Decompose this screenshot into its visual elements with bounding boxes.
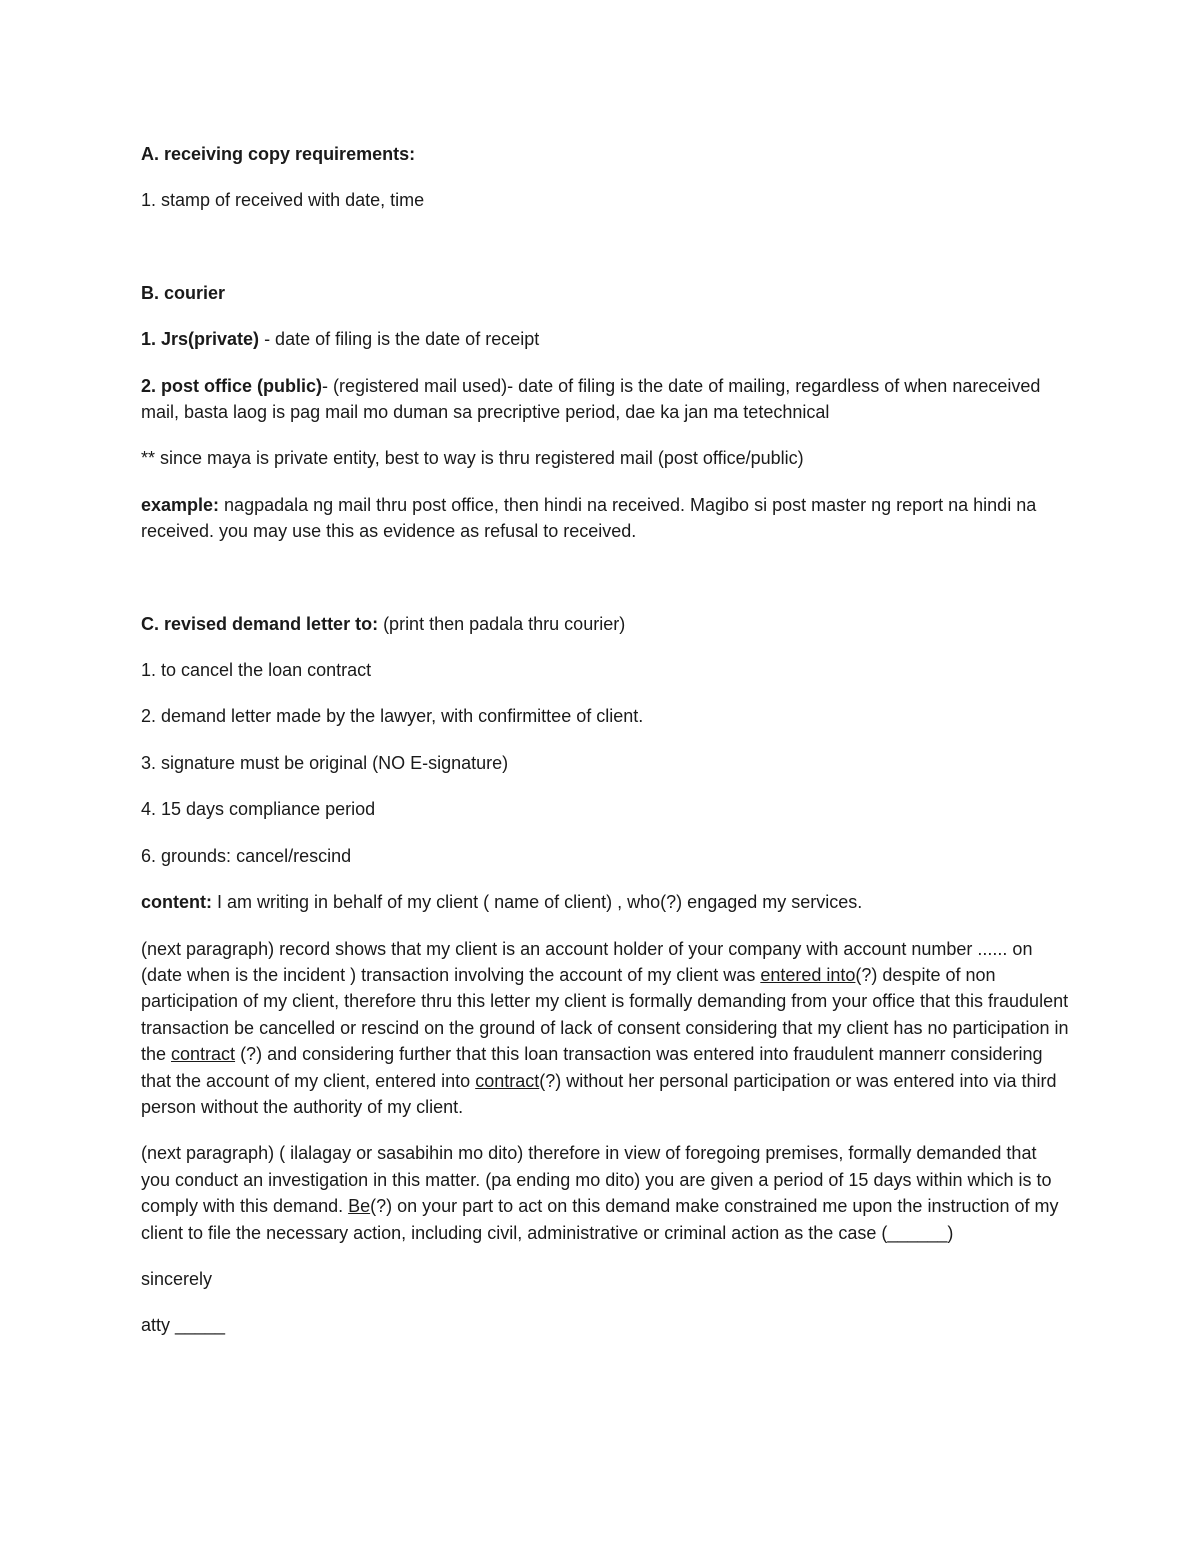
section-c-heading: C. revised demand letter to: (print then padala thru courier) [141, 613, 626, 634]
section-b-item-1: 1. Jrs(private) - date of filing is the date of receipt [141, 329, 540, 350]
section-a-item-1: 1. stamp of received with date, time [141, 190, 425, 211]
closing: sincerely [141, 1268, 213, 1289]
letter-paragraph-2: (next paragraph) record shows that my client is an account holder of your company with account number ...... on (date when is the incident ) transaction involving the account of my client was entered into(?) despite of non participation of my client, therefore thru this letter my client is formally demanding from your office that this fraudulent transaction be cancelled or rescind on the ground of lack of consent considering that my client has no participation in the contract (?) and considering further that this loan transaction was entered into fraudulent mannerr considering that the account of my client, entered into contract(?) without her personal participation or was entered into via third person without the authority of my client. [141, 938, 1069, 1117]
letter-paragraph-3: (next paragraph) ( ilalagay or sasabihin mo dito) therefore in view of foregoing premises, formally demanded that you conduct an investigation in this matter. (pa ending mo dito) you are given a period of 15 days within which is to comply with this demand. Be(?) on your part to act on this demand make constrained me upon the instruction of my client to file the necessary action, including civil, administrative or criminal action as the case (______) [141, 1143, 1059, 1243]
content-paragraph: content: I am writing in behalf of my client ( name of client) , who(?) engaged my services. [141, 892, 863, 913]
section-b-example: example: nagpadala ng mail thru post office, then hindi na received. Magibo si post master ng report na hindi na received. you may use this as evidence as refusal to received. [141, 494, 1037, 542]
section-c-item-2: 2. demand letter made by the lawyer, with confirmittee of client. [141, 706, 644, 727]
section-c-item-1: 1. to cancel the loan contract [141, 660, 372, 681]
section-b-note: ** since maya is private entity, best to way is thru registered mail (post office/public) [141, 448, 804, 469]
section-c-item-3: 3. signature must be original (NO E-signature) [141, 752, 509, 773]
section-a-heading: A. receiving copy requirements: [141, 144, 416, 164]
section-c-item-4: 4. 15 days compliance period [141, 799, 376, 820]
section-b-item-2: 2. post office (public)- (registered mail used)- date of filing is the date of mailing, regardless of when nareceived mail, basta laog is pag mail mo duman sa precriptive period, dae ka jan ma tetechnical [141, 375, 1041, 423]
section-c-item-6: 6. grounds: cancel/rescind [141, 845, 352, 866]
section-b-heading: B. courier [141, 282, 226, 303]
signature-line: atty _____ [141, 1315, 226, 1336]
